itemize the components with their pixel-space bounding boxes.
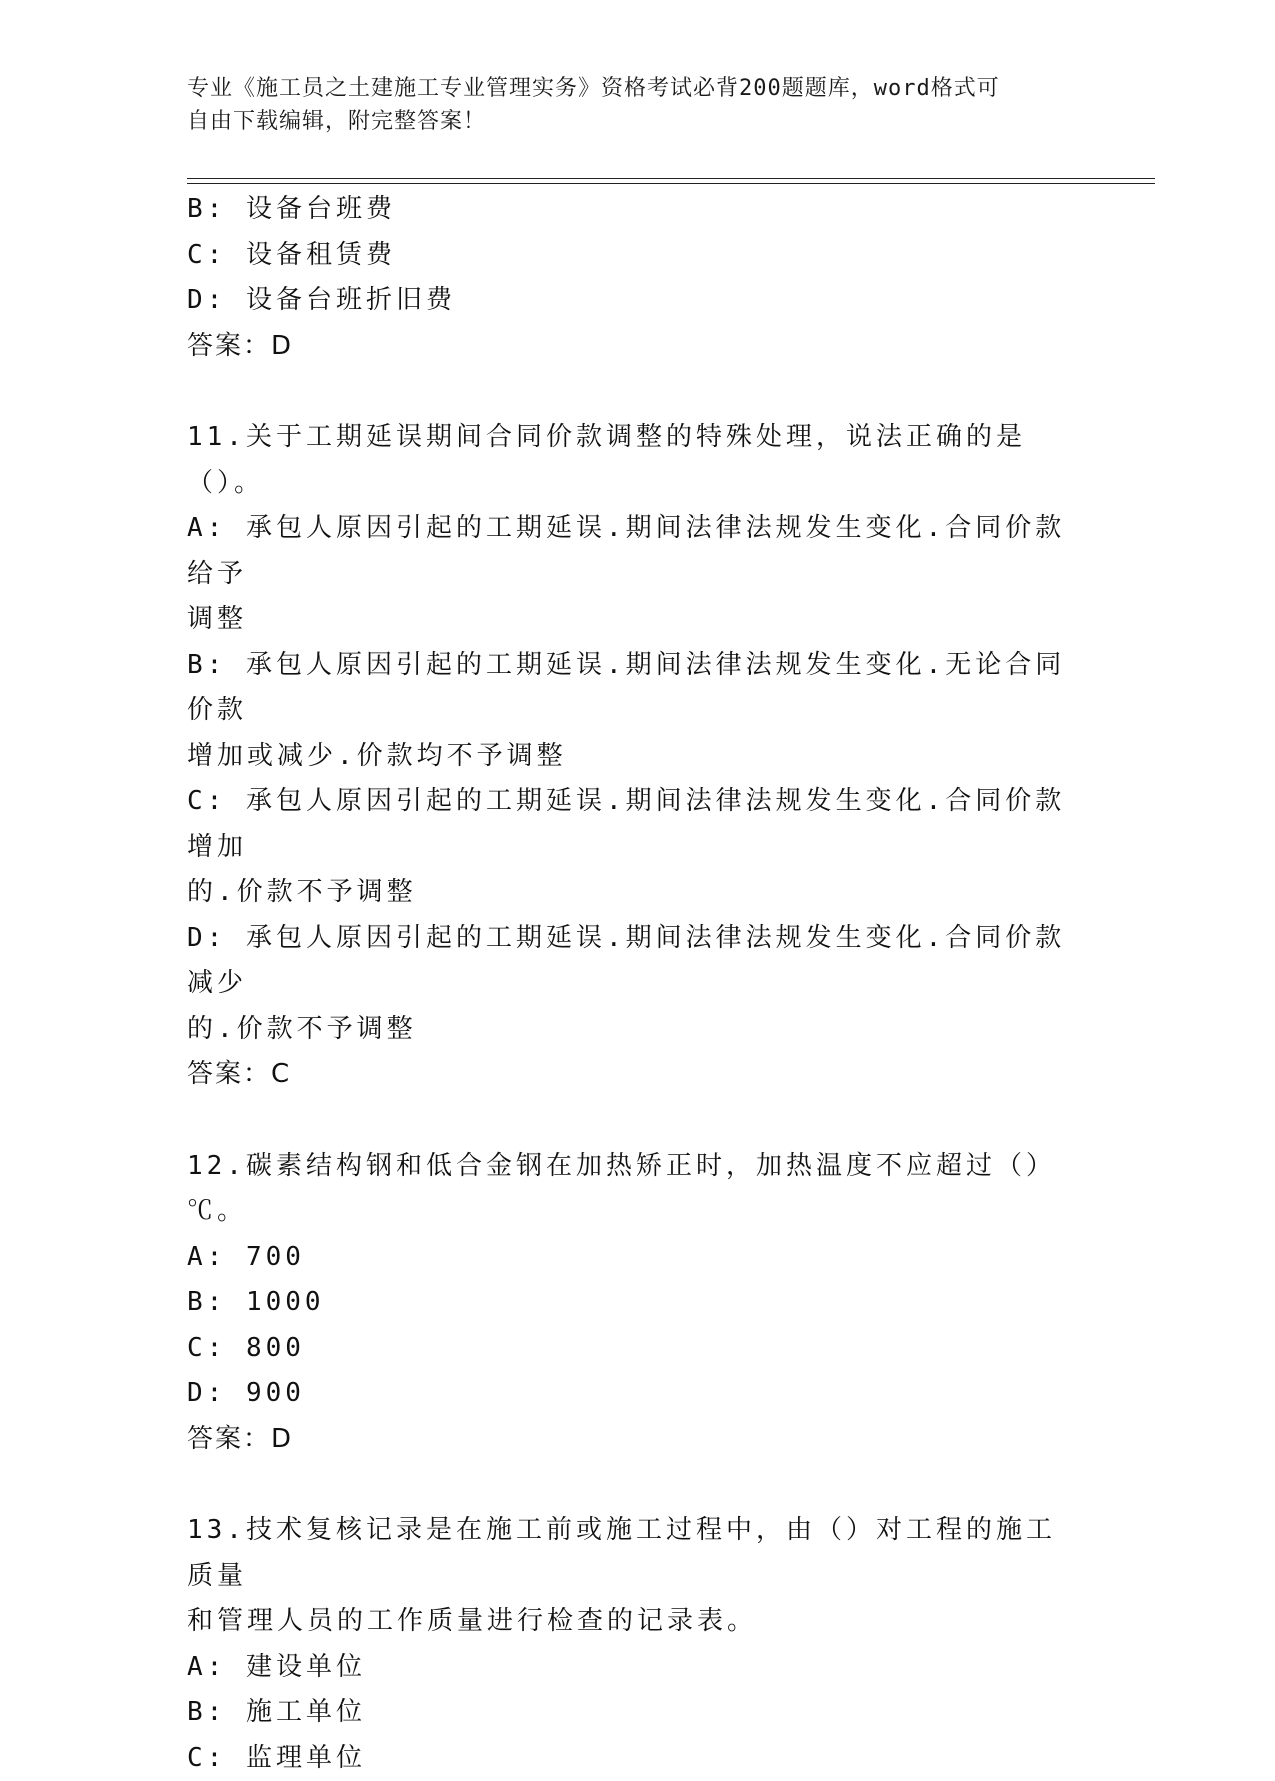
question-stem-cont: 和管理人员的工作质量进行检查的记录表。 bbox=[187, 1599, 1077, 1645]
option-b: B: 设备台班费 bbox=[187, 187, 1077, 233]
question-11-block bbox=[187, 415, 1077, 1098]
option-a: A: 建设单位 bbox=[187, 1645, 1077, 1691]
header-rule-bottom bbox=[187, 183, 1155, 184]
question-13-block bbox=[187, 1508, 1077, 1781]
header-rule-top bbox=[187, 178, 1155, 179]
spacer bbox=[187, 369, 1077, 415]
option-b: B: 1000 bbox=[187, 1280, 1077, 1326]
option-b-cont: 增加或减少.价款均不予调整 bbox=[187, 734, 1077, 780]
option-c: C: 监理单位 bbox=[187, 1736, 1077, 1781]
question-12-block bbox=[187, 1144, 1077, 1463]
question-stem: 13.技术复核记录是在施工前或施工过程中，由（）对工程的施工质量 bbox=[187, 1508, 1077, 1599]
option-d: D: 设备台班折旧费 bbox=[187, 278, 1077, 324]
option-a-cont: 调整 bbox=[187, 597, 1077, 643]
option-d-cont: 的.价款不予调整 bbox=[187, 1007, 1077, 1053]
option-b: B: 承包人原因引起的工期延误.期间法律法规发生变化.无论合同价款 bbox=[187, 643, 1077, 734]
spacer bbox=[187, 1462, 1077, 1508]
option-b: B: 施工单位 bbox=[187, 1690, 1077, 1736]
option-d: D: 900 bbox=[187, 1371, 1077, 1417]
header-title-line-1: 专业《施工员之土建施工专业管理实务》资格考试必背200题题库，word格式可 bbox=[187, 72, 1067, 105]
option-a: A: 承包人原因引起的工期延误.期间法律法规发生变化.合同价款给予 bbox=[187, 506, 1077, 597]
answer: 答案：D bbox=[187, 324, 1077, 370]
spacer bbox=[187, 1098, 1077, 1144]
option-c: C: 设备租赁费 bbox=[187, 233, 1077, 279]
question-10-block bbox=[187, 187, 1077, 369]
option-d: D: 承包人原因引起的工期延误.期间法律法规发生变化.合同价款减少 bbox=[187, 916, 1077, 1007]
option-c: C: 承包人原因引起的工期延误.期间法律法规发生变化.合同价款增加 bbox=[187, 779, 1077, 870]
question-stem: 11.关于工期延误期间合同价款调整的特殊处理，说法正确的是（）。 bbox=[187, 415, 1077, 506]
answer: 答案：C bbox=[187, 1052, 1077, 1098]
answer: 答案：D bbox=[187, 1417, 1077, 1463]
option-c-cont: 的.价款不予调整 bbox=[187, 870, 1077, 916]
document-header bbox=[187, 72, 1067, 138]
header-title-line-2: 自由下载编辑，附完整答案！ bbox=[187, 105, 1067, 138]
document-body bbox=[187, 187, 1077, 1781]
option-a: A: 700 bbox=[187, 1235, 1077, 1281]
option-c: C: 800 bbox=[187, 1326, 1077, 1372]
question-stem: 12.碳素结构钢和低合金钢在加热矫正时，加热温度不应超过（）℃。 bbox=[187, 1144, 1077, 1235]
